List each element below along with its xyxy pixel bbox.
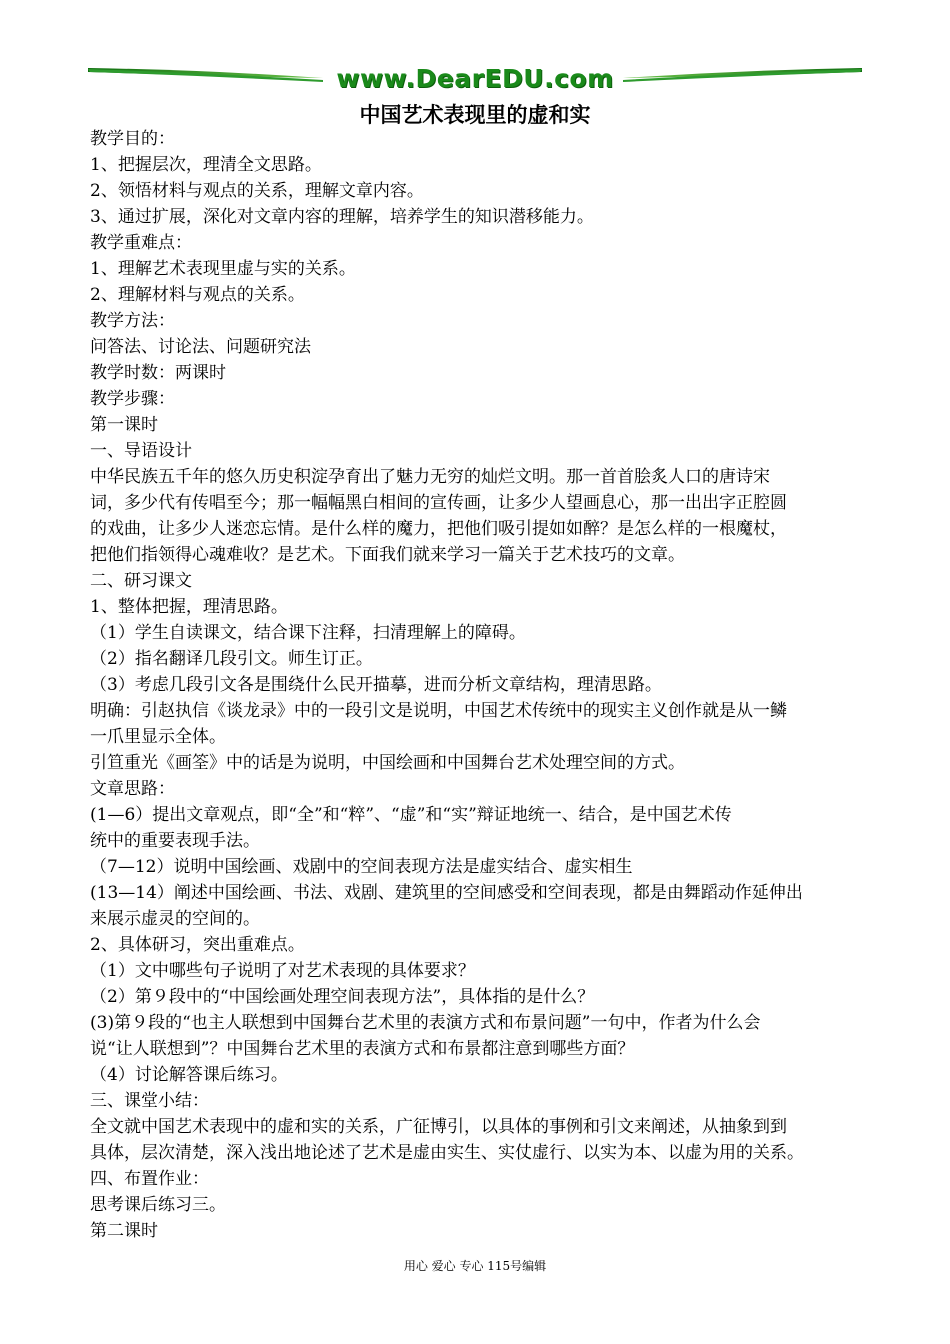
text-line: 1、把握层次，理清全文思路。 (90, 155, 322, 175)
text-line: 词，多少代有传唱至今；那一幅幅黑白相间的宣传画，让多少人望画息心，那一出出字正腔圆 (90, 493, 787, 513)
text-line: 具体，层次清楚，深入浅出地论述了艺术是虚由实生、实仗虚行、以实为本、以虚为用的关系。 (90, 1143, 804, 1163)
text-line: (13—14）阐述中国绘画、书法、戏剧、建筑里的空间感受和空间表现，都是由舞蹈动作延伸出 (90, 883, 803, 903)
text-line: （7—12）说明中国绘画、戏剧中的空间表现方法是虚实结合、虚实相生 (90, 857, 633, 877)
text-line: 一爪里显示全体。 (90, 727, 226, 747)
text-line: 把他们指领得心魂难收？是艺术。下面我们就来学习一篇关于艺术技巧的文章。 (90, 545, 685, 565)
document-title: 中国艺术表现里的虚和实 (359, 103, 591, 127)
text-line: 说“让人联想到”？中国舞台艺术里的表演方式和布景都注意到哪些方面？ (90, 1039, 635, 1059)
text-line: （1）文中哪些句子说明了对艺术表现的具体要求？ (90, 961, 475, 981)
text-line: 教学方法： (90, 311, 175, 331)
text-line: 3、通过扩展，深化对文章内容的理解，培养学生的知识潜移能力。 (90, 207, 594, 227)
text-line: 思考课后练习三。 (90, 1195, 226, 1215)
text-line: 教学重难点： (90, 233, 192, 253)
text-line: 三、课堂小结： (90, 1091, 209, 1111)
text-line: （3）考虑几段引文各是围绕什么民开描摹，进而分析文章结构，理清思路。 (90, 675, 662, 695)
text-line: 问答法、讨论法、问题研究法 (90, 337, 311, 357)
text-line: 四、布置作业： (90, 1169, 209, 1189)
text-line: 教学时数：两课时 (90, 363, 226, 383)
text-line: (1—6）提出文章观点，即“全”和“粹”、“虚”和“实”辩证地统一、结合，是中国艺术传 (90, 805, 732, 825)
site-logo: www.DearEDU.com (336, 64, 614, 93)
text-line: 统中的重要表现手法。 (90, 831, 260, 851)
text-line: 全文就中国艺术表现中的虚和实的关系，广征博引，以具体的事例和引文来阐述，从抽象到到 (90, 1117, 787, 1137)
text-line: 中华民族五千年的悠久历史积淀孕育出了魅力无穷的灿烂文明。那一首首脍炙人口的唐诗宋 (90, 467, 770, 487)
text-line: 来展示虚灵的空间的。 (90, 909, 260, 929)
text-line: 二、研习课文 (90, 571, 192, 591)
text-line: 教学步骤： (90, 389, 175, 409)
text-line: 第二课时 (90, 1221, 158, 1241)
text-line: 明确：引赵执信《谈龙录》中的一段引文是说明，中国艺术传统中的现实主义创作就是从一鳞 (90, 701, 787, 721)
text-line: （2）第９段中的“中国绘画处理空间表现方法”，具体指的是什么？ (90, 987, 595, 1007)
text-line: 2、理解材料与观点的关系。 (90, 285, 305, 305)
text-line: 一、导语设计 (90, 441, 192, 461)
text-line: 文章思路： (90, 779, 175, 799)
text-line: 1、理解艺术表现里虚与实的关系。 (90, 259, 356, 279)
text-line: 1、整体把握，理清思路。 (90, 597, 288, 617)
text-line: （1）学生自读课文，结合课下注释，扫清理解上的障碍。 (90, 623, 526, 643)
text-line: 教学目的： (90, 129, 175, 149)
text-line: 2、具体研习，突出重难点。 (90, 935, 305, 955)
header-banner (88, 60, 862, 100)
text-line: （4）讨论解答课后练习。 (90, 1065, 288, 1085)
text-line: 的戏曲，让多少人迷恋忘情。是什么样的魔力，把他们吸引提如如醉？是怎么样的一根魔杖， (90, 519, 787, 539)
document-body (90, 126, 864, 1244)
page-footer: 用心 爱心 专心 115号编辑 (403, 1259, 547, 1273)
text-line: 引笪重光《画筌》中的话是为说明，中国绘画和中国舞台艺术处理空间的方式。 (90, 753, 685, 773)
text-line: 2、领悟材料与观点的关系，理解文章内容。 (90, 181, 424, 201)
text-line: （2）指名翻译几段引文。师生订正。 (90, 649, 373, 669)
text-line: 第一课时 (90, 415, 158, 435)
text-line: (3)第９段的“也主人联想到中国舞台艺术里的表演方式和布景问题”一句中，作者为什么会 (90, 1013, 761, 1033)
